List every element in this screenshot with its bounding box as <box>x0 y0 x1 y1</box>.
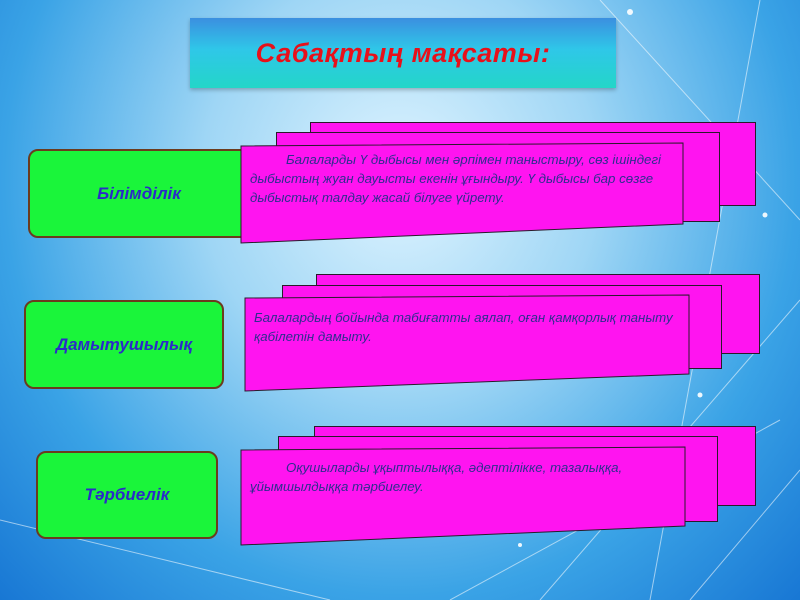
goal-label: Білімділік <box>97 183 181 203</box>
goal-card <box>240 142 684 242</box>
goal-card-stack <box>244 274 760 392</box>
goal-description: Оқушыларды ұқыптылыққа, әдептілікке, тазалыққа, ұйымшылдыққа тәрбиелеу. <box>250 460 623 494</box>
goal-card-stack <box>240 426 756 546</box>
goal-label: Дамытушылық <box>55 334 193 354</box>
goal-card <box>244 300 690 390</box>
goal-description: Балаларды Ү дыбысы мен әрпімен таныстыру, сөз ішіндегі дыбыстың жуан дауысты екенін ұғындыру. Ү дыбысы бар сөзге дыбыстық талдау жасай білуге үйрету. <box>250 152 661 205</box>
goal-label-box <box>36 451 218 539</box>
goal-description: Балалардың бойында табиғатты аялап, оған қамқорлық таныту қабілетін дамыту. <box>254 310 673 344</box>
goal-card <box>240 450 686 542</box>
goal-card-stack <box>240 122 756 244</box>
goal-label-box <box>28 149 250 238</box>
goal-label: Тәрбиелік <box>84 485 170 504</box>
title-banner <box>190 18 616 88</box>
goal-label-box <box>24 300 224 389</box>
page-title: Сабақтың мақсаты: <box>255 37 551 68</box>
